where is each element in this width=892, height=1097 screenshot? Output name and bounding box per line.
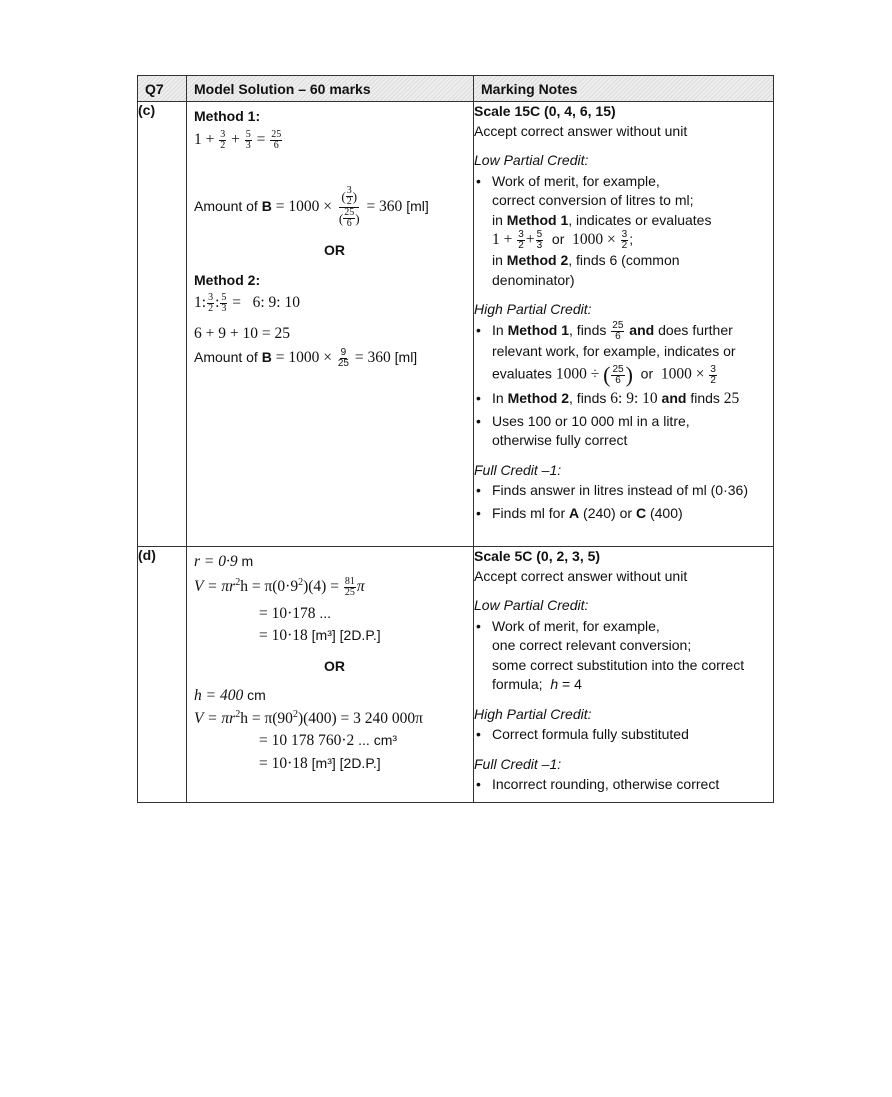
- part-c-high-list: [474, 321, 773, 451]
- list-item: • In Method 2, finds 6: 9: 10 and finds 25: [492, 389, 773, 409]
- m1-plus: +: [231, 131, 240, 149]
- header-question: Q7: [138, 76, 187, 102]
- volume2-line-1: $V = \pi r^2h = \pi(90^2)(400) = 3$ 240 000π: [194, 709, 423, 728]
- volume2-line-2: = 10 178 760·2 ... cm³: [259, 732, 398, 749]
- height-line: h = 400 cm: [194, 687, 266, 704]
- part-c-high-title: High Partial Credit:: [474, 301, 592, 317]
- part-d-low-list: [474, 617, 773, 695]
- list-item: • Correct formula fully substituted: [492, 725, 773, 745]
- radius-line: r = 0·9 m: [194, 553, 254, 570]
- part-d-scale: Scale 5C (0, 2, 3, 5): [474, 548, 601, 564]
- m2-frac-3-2: $\frac{3}{2}$: [208, 292, 214, 314]
- m2-frac-5-3: $\frac{5}{3}$: [221, 292, 227, 314]
- method2-sum: 6 + 9 + 10 = 25: [194, 325, 290, 342]
- m1-sum-start: 1 +: [194, 131, 215, 149]
- part-c-low-list: [474, 172, 773, 291]
- method1-sum: [194, 130, 283, 151]
- m1-amount-complex-frac: ( $\frac{3}{2}$ ) ( $\frac{25}{6}$ ): [338, 185, 360, 229]
- list-item: • In Method 1, finds $\frac{25}{6}$ and does further relevant work, for example, indicates or evaluates 1000 ÷ ( $\frac{25}{6}$ ) or 1000 × $\frac{3}{2}$: [492, 321, 773, 387]
- method1-amount: [194, 186, 429, 229]
- method1-title: Method 1:: [194, 108, 261, 124]
- part-c-scale: Scale 15C (0, 4, 6, 15): [474, 103, 616, 119]
- part-c-full-title: Full Credit –1:: [474, 461, 562, 478]
- m1-amount-b: B: [261, 198, 272, 215]
- part-d-label: (d): [138, 547, 187, 803]
- m1-frac-5-3: $\frac{5}{3}$: [245, 129, 251, 151]
- table-header-row: [138, 76, 774, 102]
- method2-ratio: 1: $\frac{3}{2}$ : $\frac{5}{3}$ = 6: 9: 10: [194, 292, 300, 314]
- m2-frac-9-25: $\frac{9}{25}$: [337, 347, 349, 369]
- volume-line-1: $V = \pi r^2h = \pi(0\cdot 9^2)(4)$ = $\frac{81}{25}$ π: [194, 576, 365, 599]
- part-c-label: (c): [138, 102, 187, 547]
- list-item: • Work of merit, for example, one correct relevant conversion; some correct substitution into the correct formula; h = 4: [492, 617, 773, 695]
- marking-scheme-table: [137, 75, 774, 803]
- m1-amount-unit: [ml]: [406, 198, 429, 215]
- part-d-solution: [187, 547, 474, 803]
- volume-line-3: = 10·18 [m³] [2D.P.]: [259, 627, 381, 644]
- part-d-accept: Accept correct answer without unit: [474, 567, 688, 584]
- list-item: • Incorrect rounding, otherwise correct: [492, 775, 773, 795]
- part-d-marking-notes: [474, 547, 774, 803]
- part-d-full-list: [474, 775, 773, 795]
- part-d-high-list: [474, 725, 773, 745]
- part-c-accept: Accept correct answer without unit: [474, 122, 688, 139]
- m1-amount-result: = 360: [366, 198, 403, 216]
- part-d-full-title: Full Credit –1:: [474, 755, 562, 772]
- part-c-solution: [187, 102, 474, 547]
- m1-amount-label: Amount of: [194, 198, 258, 215]
- m1-eq: =: [256, 131, 266, 149]
- part-c-full-list: [474, 481, 773, 523]
- table-row-part-d: [138, 547, 774, 803]
- or-separator-c: OR: [324, 242, 345, 258]
- m1-amount-eq: = 1000 ×: [275, 198, 332, 216]
- header-model-solution: Model Solution – 60 marks: [187, 76, 474, 102]
- m1-frac-3-2: $\frac{3}{2}$: [220, 129, 226, 151]
- list-item: • Finds ml for A (240) or C (400): [492, 504, 773, 524]
- list-item: • Finds answer in litres instead of ml (0·36): [492, 481, 773, 501]
- list-item: • Work of merit, for example, correct conversion of litres to ml; in Method 1, indicates or evaluates 1 + $\frac{3}{2}$ + $\frac{5}{3}$ or 1000 × $\frac{3}{2}$ ; in Method 2, finds 6 (common denominator): [492, 172, 773, 291]
- part-d-low-title: Low Partial Credit:: [474, 597, 589, 613]
- m1-frac-25-6: $\frac{25}{6}$: [271, 129, 282, 151]
- part-c-low-title: Low Partial Credit:: [474, 152, 589, 168]
- method2-title: Method 2:: [194, 272, 261, 288]
- volume-line-2: = 10·178 ...: [259, 605, 332, 622]
- header-marking-notes: Marking Notes: [474, 76, 774, 102]
- volume2-line-3: = 10·18 [m³] [2D.P.]: [259, 755, 381, 772]
- method2-amount: Amount of B = 1000 × $\frac{9}{25}$ = 360 [ml]: [194, 347, 418, 369]
- table-row-part-c: [138, 102, 774, 547]
- or-separator-d: OR: [324, 658, 345, 674]
- list-item: • Uses 100 or 10 000 ml in a litre, otherwise fully correct: [492, 412, 773, 451]
- part-c-marking-notes: [474, 102, 774, 547]
- part-d-high-title: High Partial Credit:: [474, 705, 592, 722]
